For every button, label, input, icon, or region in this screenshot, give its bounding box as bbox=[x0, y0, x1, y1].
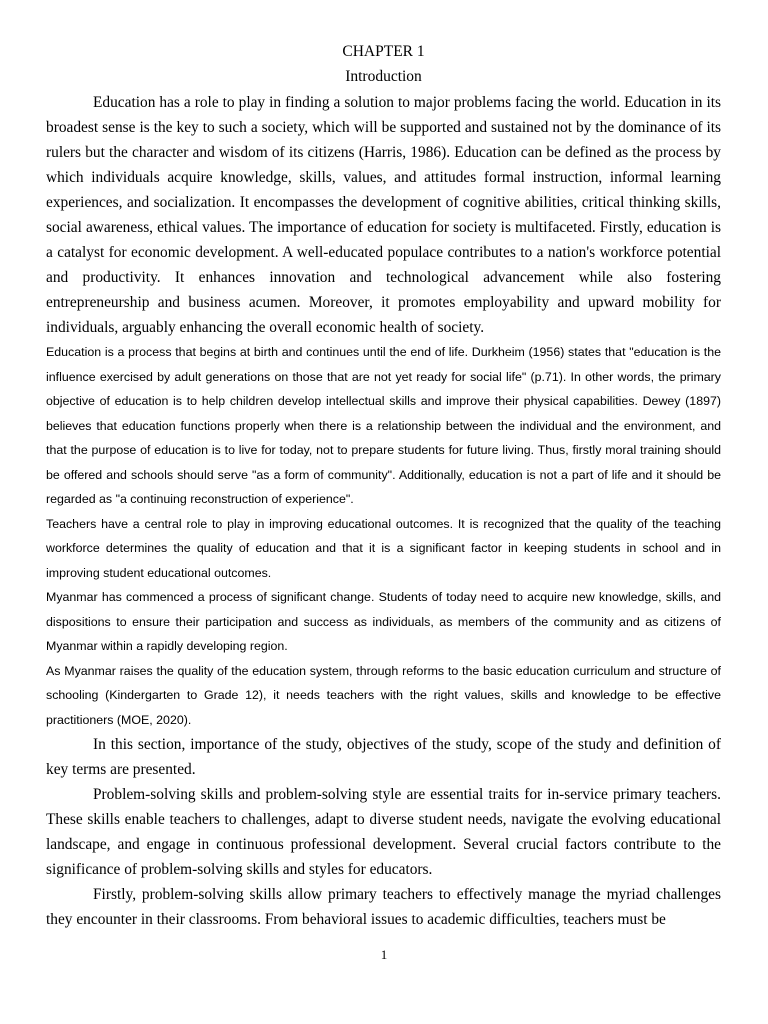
chapter-heading: CHAPTER 1 bbox=[342, 43, 425, 60]
paragraph-problem-solving: Problem-solving skills and problem-solving style are essential traits for in-service primary teachers. These skills enable teachers to challenges, adapt to diverse student needs, navigate the evolving educational landscape, and engage in continuous professional development. Several crucial factors contribute to the significance of problem-solving skills and styles for educators. bbox=[46, 786, 721, 878]
paragraph-education-role: Education has a role to play in finding a solution to major problems facing the world. Education in its broadest sense is the key to such a society, which will be supported and sustained not by the dominance of its rulers but the character and wisdom of its citizens (Harris, 1986). Education can be defined as the process by which individuals acquire knowledge, skills, values, and attitudes formal instruction, informal learning experiences, and socialization. It encompasses the development of cognitive abilities, critical thinking skills, social awareness, ethical values. The importance of education for society is multifaceted. Firstly, education is a catalyst for economic development. A well-educated populace contributes to a nation's workforce potential and productivity. It enhances innovation and technological advancement while also fostering entrepreneurship and business acumen. Moreover, it promotes employability and upward mobility for individuals, arguably enhancing the overall economic health of society. bbox=[46, 94, 721, 336]
paragraph-myanmar-change: Myanmar has commenced a process of significant change. Students of today need to acquire new knowledge, skills, and dispositions to ensure their participation and success as individuals, as members of the community and as citizens of Myanmar within a rapidly developing region. bbox=[46, 590, 721, 653]
paragraph-firstly: Firstly, problem-solving skills allow primary teachers to effectively manage the myriad challenges they encounter in their classrooms. From behavioral issues to academic difficulties, teachers must be bbox=[46, 886, 721, 928]
paragraph-section-overview: In this section, importance of the study, objectives of the study, scope of the study and definition of key terms are presented. bbox=[46, 736, 721, 778]
page-number: 1 bbox=[380, 947, 388, 962]
document-page bbox=[46, 40, 721, 932]
chapter-subtitle: Introduction bbox=[345, 68, 422, 85]
paragraph-education-process: Education is a process that begins at birth and continues until the end of life. Durkheim (1956) states that "education is the influence exercised by adult generations on those that are not yet ready for social life" (p.71). In other words, the primary objective of education is to help children develop intellectual skills and improve their physical capabilities. Dewey (1897) believes that education functions properly when there is a relationship between the individual and the environment, and that the purpose of education is to live for today, not to prepare students for future living. Thus, firstly moral training should be offered and schools should serve "as a form of community". Additionally, education is not a part of life and it should be regarded as "a continuing reconstruction of experience". bbox=[46, 345, 721, 506]
paragraph-myanmar-reform: As Myanmar raises the quality of the education system, through reforms to the basic education curriculum and structure of schooling (Kindergarten to Grade 12), it needs teachers with the right values, skills and knowledge to be effective practitioners (MOE, 2020). bbox=[46, 663, 721, 727]
paragraph-teachers-role: Teachers have a central role to play in improving educational outcomes. It is recognized that the quality of the teaching workforce determines the quality of education and that it is a significant factor in keeping students in school and in improving student educational outcomes. bbox=[46, 516, 721, 580]
